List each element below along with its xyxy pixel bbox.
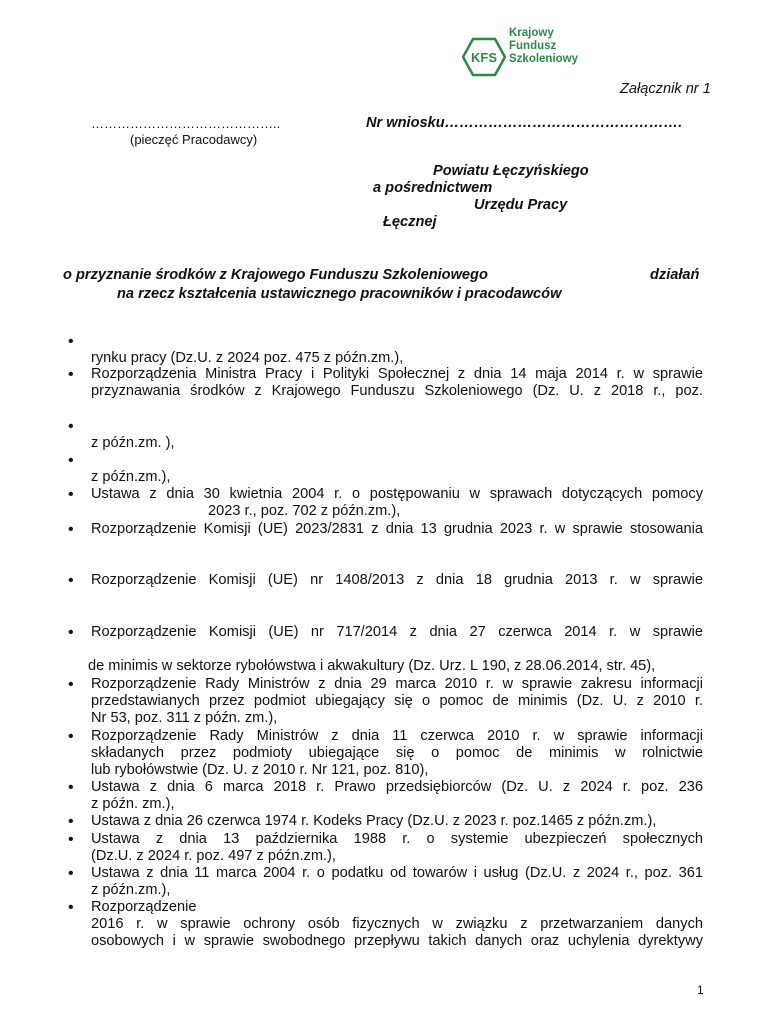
recipient-line-3: Urzędu Pracy [474, 197, 568, 213]
list-item [91, 865, 703, 899]
bullet-icon: • [68, 418, 74, 435]
list-line [91, 641, 703, 658]
list-line: Ustawa z dnia 6 marca 2018 r. Prawo przedsiębiorców (Dz. U. z 2024 r. poz. 236 [91, 779, 703, 795]
list-item [91, 831, 703, 865]
list-line: Rozporządzenie Rady Ministrów z dnia 29 marca 2010 r. w sprawie zakresu informacji [91, 676, 703, 692]
list-line: Rozporządzenie Komisji (UE) nr 717/2014 z dnia 27 czerwca 2014 r. w sprawie [91, 624, 703, 640]
kfs-logo-mark [462, 37, 506, 77]
bullet-icon: • [68, 521, 74, 538]
title-line-2: na rzecz kształcenia ustawicznego pracowników i pracodawców [117, 286, 562, 302]
bullet-icon: • [68, 813, 74, 830]
list-item [91, 486, 703, 520]
list-line: de minimis w sektorze rybołówstwa i akwakultury (Dz. Urz. L 190, z 28.06.2014, str. 45), [88, 658, 656, 674]
bullet-icon: • [68, 831, 74, 848]
list-line: Ustawa z dnia 13 października 1988 r. o systemie ubezpieczeń społecznych [91, 831, 703, 847]
list-line: z późn. zm.), [91, 796, 175, 812]
list-line: Ustawa z dnia 30 kwietnia 2004 r. o postępowaniu w sprawach dotyczących pomocy [91, 486, 703, 502]
list-item [91, 521, 703, 538]
list-line [91, 333, 703, 350]
list-line: lub rybołówstwie (Dz. U. z 2010 r. Nr 121, poz. 810), [91, 762, 429, 778]
list-line: Rozporządzenie Rady Ministrów z dnia 11 czerwca 2010 r. w sprawie informacji [91, 728, 703, 744]
list-item [91, 333, 703, 367]
title-line-1a: o przyznanie środków z Krajowego Funduszu Szkoleniowego [63, 267, 488, 283]
list-line [91, 452, 703, 469]
bullet-icon: • [68, 624, 74, 641]
page-number: 1 [697, 983, 704, 997]
list-item [88, 624, 703, 675]
list-line: osobowych i w sprawie swobodnego przepływu takich danych oraz uchylenia dyrektywy [91, 933, 703, 949]
bullet-icon: • [68, 728, 74, 745]
list-line: z późn.zm. ), [91, 435, 175, 451]
list-line: Rozporządzenie [91, 899, 197, 915]
title-line-1b: działań [650, 267, 700, 283]
list-line: 2023 r., poz. 702 z późn.zm.), [208, 503, 401, 519]
list-line: składanych przez podmioty ubiegające się o pomoc de minimis w rolnictwie [91, 745, 703, 761]
list-line: z późn.zm.), [91, 882, 171, 898]
stamp-dots: …………………………………….. [91, 116, 281, 131]
list-item [91, 418, 703, 452]
list-line: Rozporządzenia Ministra Pracy i Polityki Społecznej z dnia 14 maja 2014 r. w sprawie [91, 366, 703, 382]
logo-line: Fundusz [509, 40, 557, 52]
bullet-icon: • [68, 452, 74, 469]
list-item [91, 813, 703, 830]
recipient-line-4: Łęcznej [383, 214, 437, 230]
list-item [91, 572, 703, 589]
kfs-logo [462, 27, 592, 77]
bullet-icon: • [68, 572, 74, 589]
list-line: Ustawa z dnia 11 marca 2004 r. o podatku od towarów i usług (Dz.U. z 2024 r., poz. 361 [91, 865, 703, 881]
logo-line: Krajowy [509, 27, 554, 39]
recipient-line-1: Powiatu Łęczyńskiego [433, 163, 589, 179]
list-line: (Dz.U. z 2024 r. poz. 497 z późn.zm.), [91, 848, 336, 864]
list-item [91, 366, 703, 400]
list-item [91, 728, 703, 779]
stamp-label: (pieczęć Pracodawcy) [130, 132, 258, 147]
list-item [91, 452, 703, 486]
bullet-icon: • [68, 676, 74, 693]
list-line: Rozporządzenie Komisji (UE) nr 1408/2013 z dnia 18 grudnia 2013 r. w sprawie [91, 572, 703, 588]
list-line [91, 418, 703, 435]
bullet-icon: • [68, 899, 74, 916]
list-item [91, 779, 703, 813]
bullet-icon: • [68, 333, 74, 350]
attachment-label: Załącznik nr 1 [620, 81, 711, 97]
list-line: przyznawania środków z Krajowego Funduszu Szkoleniowego (Dz. U. z 2018 r., poz. [91, 383, 703, 399]
bullet-icon: • [68, 486, 74, 503]
recipient-line-2: a pośrednictwem [373, 180, 493, 196]
bullet-icon: • [68, 366, 74, 383]
svg-text:KFS: KFS [471, 50, 497, 65]
list-item [91, 899, 703, 950]
list-item [91, 676, 703, 727]
list-line: Ustawa z dnia 26 czerwca 1974 r. Kodeks Pracy (Dz.U. z 2023 r. poz.1465 z późn.zm.), [91, 813, 657, 829]
list-line: 2016 r. w sprawie ochrony osób fizycznych w związku z przetwarzaniem danych [91, 916, 703, 932]
list-line: rynku pracy (Dz.U. z 2024 poz. 475 z późn.zm.), [91, 350, 404, 366]
bullet-icon: • [68, 865, 74, 882]
list-line: Nr 53, poz. 311 z późn. zm.), [91, 710, 278, 726]
kfs-logo-text [509, 27, 578, 66]
list-line: z późn.zm.), [91, 469, 171, 485]
logo-line: Szkoleniowy [509, 53, 579, 65]
bullet-icon: • [68, 779, 74, 796]
application-number: Nr wniosku…………………………………………. [366, 115, 683, 131]
list-line: przedstawianych przez podmiot ubiegający się o pomoc de minimis (Dz. U. z 2010 r. [91, 693, 703, 709]
list-line: Rozporządzenie Komisji (UE) 2023/2831 z dnia 13 grudnia 2023 r. w sprawie stosowania [91, 521, 703, 537]
